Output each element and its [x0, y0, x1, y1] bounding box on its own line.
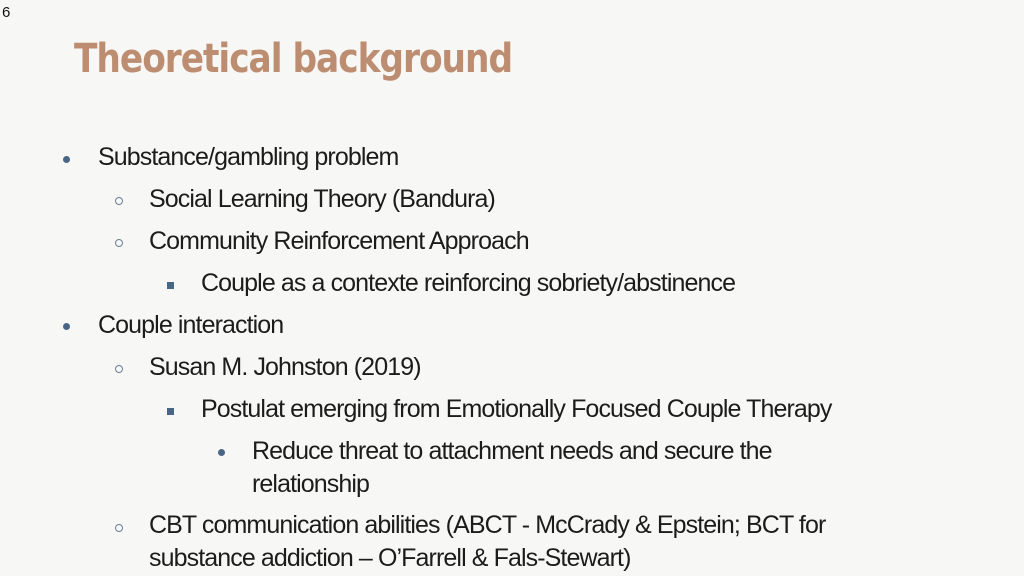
- list-item-level3: Postulat emerging from Emotionally Focused Couple Therapy: [201, 395, 832, 423]
- list-item-level4-continuation: relationship: [252, 470, 370, 498]
- list-item-level1: Substance/gambling problem: [98, 143, 399, 171]
- list-item-level3: Couple as a contexte reinforcing sobriety/abstinence: [201, 269, 736, 297]
- list-item-level2: Susan M. Johnston (2019): [149, 353, 421, 381]
- bullet-ring-icon: [115, 365, 123, 373]
- bullet-ring-icon: [115, 239, 123, 247]
- bullet-ring-icon: [115, 524, 123, 532]
- bullet-ring-icon: [115, 197, 123, 205]
- bullet-dot-icon: [218, 449, 225, 456]
- list-item-level4: Reduce threat to attachment needs and secure the: [252, 437, 772, 465]
- bullet-dot-icon: [63, 323, 70, 330]
- bullet-square-icon: [167, 408, 174, 415]
- bullet-dot-icon: [63, 156, 70, 163]
- slide-title: Theoretical background: [74, 36, 513, 82]
- list-item-level2: Community Reinforcement Approach: [149, 227, 529, 255]
- list-item-level2-continuation: substance addiction – O’Farrell & Fals-Stewart): [149, 544, 631, 572]
- bullet-square-icon: [167, 282, 174, 289]
- list-item-level2: Social Learning Theory (Bandura): [149, 185, 495, 213]
- slide-number: 6: [2, 4, 11, 21]
- list-item-level1: Couple interaction: [98, 311, 284, 339]
- list-item-level2: CBT communication abilities (ABCT - McCrady & Epstein; BCT for: [149, 511, 826, 539]
